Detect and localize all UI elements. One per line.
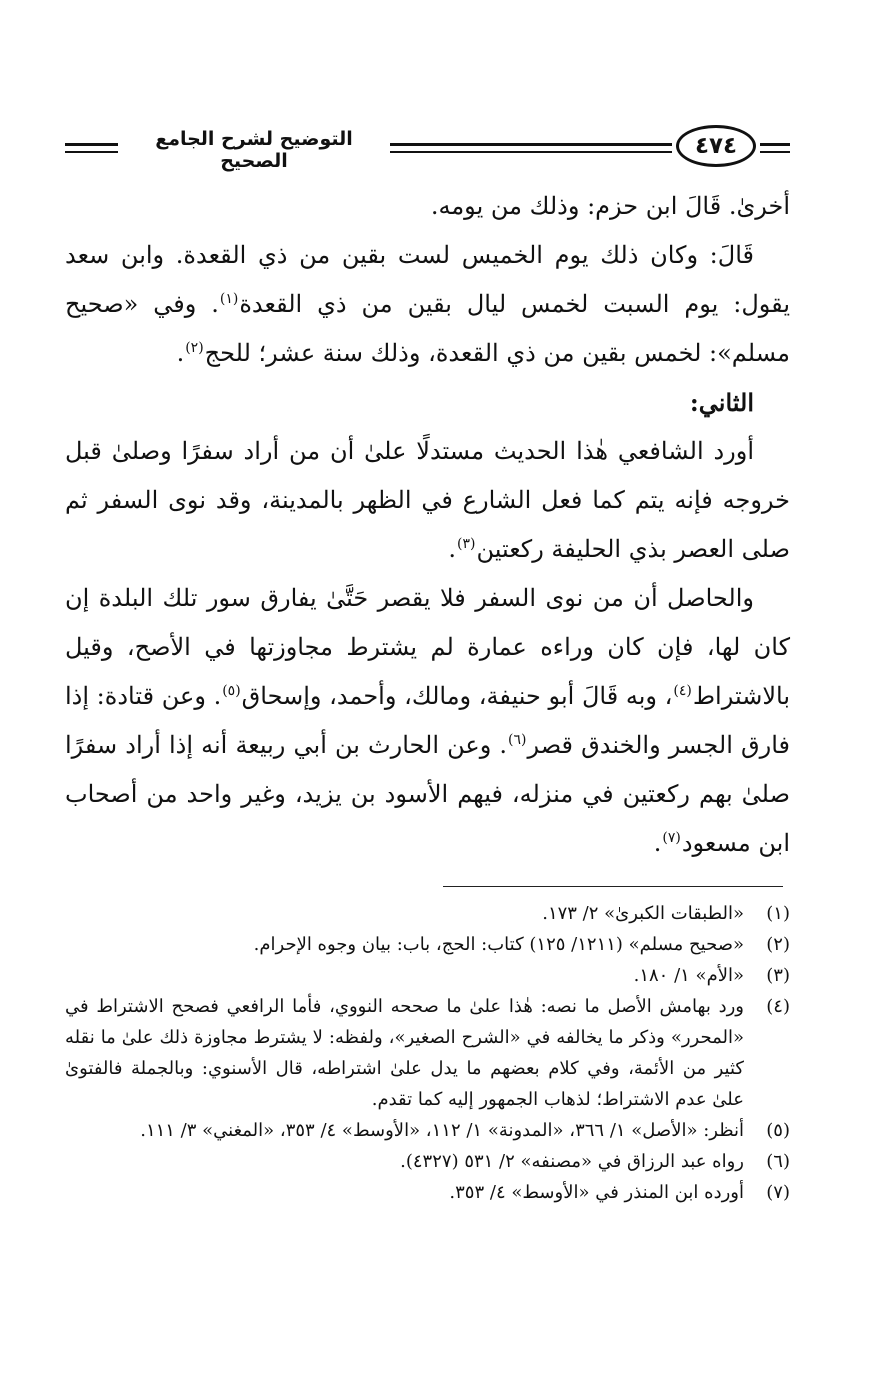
- paragraph-4-text-a: والحاصل أن من نوى السفر فلا يقصر حَتَّىٰ يفارق سور تلك البلدة إن كان لها، فإن كان وراءه عمارة لم يشترط مجاوزتها في الأصح، وقيل بالاشتراط: [65, 584, 790, 710]
- footnote-text: أورده ابن المنذر في «الأوسط» ٤/ ٣٥٣.: [449, 1182, 744, 1203]
- footnote-text: رواه عبد الرزاق في «مصنفه» ٢/ ٥٣١ (٤٣٢٧).: [400, 1151, 744, 1172]
- footnote-ref-7[interactable]: (٧): [662, 830, 681, 846]
- footnote-6: [65, 1146, 790, 1177]
- header-rule-right: [760, 143, 790, 153]
- paragraph-4-text-c: . وعن قتادة: إذا فارق الجسر والخندق قصر: [65, 682, 790, 759]
- paragraph-4-text-b: ، وبه قَالَ أبو حنيفة، ومالك، وأحمد، وإسحاق: [241, 682, 673, 710]
- paragraph-3-text-b: .: [448, 535, 456, 563]
- footnote-ref-1[interactable]: (١): [219, 291, 239, 307]
- main-text: [65, 182, 790, 868]
- footnotes: [65, 898, 790, 1208]
- footnote-text: أنظر: «الأصل» ١/ ٣٦٦، «المدونة» ١/ ١١٢، «الأوسط» ٤/ ٣٥٣، «المغني» ٣/ ١١١.: [140, 1120, 744, 1141]
- footnote-2: [65, 929, 790, 960]
- footnote-text: ورد بهامش الأصل ما نصه: هٰذا علىٰ ما صححه النووي، فأما الرافعي فصحح الاشتراط في «المحرر» وذكر ما يخالفه في «الشرح الصغير»، ولفظه: لا يشترط مجاوزة ذلك علىٰ ما نقله كثير من الأئمة، وفي كلام بعضهم ما يدل علىٰ اشتراطه، قال الأسنوي: وبالجملة فالفتوىٰ علىٰ عدم الاشتراط؛ لذهاب الجمهور إليه كما تقدم.: [65, 996, 744, 1110]
- footnote-number: (٢): [766, 934, 790, 955]
- paragraph-3: [65, 427, 790, 574]
- running-title: التوضيح لشرح الجامع الصحيح: [155, 128, 353, 172]
- footnote-text: «صحيح مسلم» (١٢١١/ ١٢٥) كتاب: الحج، باب: بيان وجوه الإحرام.: [253, 934, 744, 955]
- paragraph-4-text-e: .: [653, 829, 662, 857]
- paragraph-4: [65, 574, 790, 868]
- header-rule-middle: [390, 143, 672, 153]
- footnote-number: (١): [766, 903, 790, 924]
- footnote-number: (٣): [766, 965, 790, 986]
- footnote-7: [65, 1177, 790, 1208]
- footnote-number: (٥): [766, 1120, 790, 1141]
- footnote-number: (٧): [766, 1182, 790, 1203]
- section-heading: الثاني:: [689, 388, 754, 417]
- footnote-ref-4[interactable]: (٤): [673, 683, 692, 699]
- footnote-text: «الطبقات الكبرىٰ» ٢/ ١٧٣.: [542, 903, 744, 924]
- footnote-ref-2[interactable]: (٢): [185, 340, 204, 356]
- paragraph-3-text-a: أورد الشافعي هٰذا الحديث مستدلًا علىٰ أن من أراد سفرًا وصلىٰ قبل خروجه فإنه يتم كما فعل الشارع في الظهر بالمدينة، وقد نوى السفر ثم صلى العصر بذي الحليفة ركعتين: [65, 437, 790, 563]
- paragraph-2-text-b: . وفي «صحيح مسلم»: لخمس بقين من ذي القعدة، وذلك سنة عشر؛ للحج: [65, 290, 790, 367]
- footnote-ref-3[interactable]: (٣): [456, 536, 476, 552]
- paragraph-1: [65, 182, 790, 231]
- paragraph-2-text-a: قَالَ: وكان ذلك يوم الخميس لست بقين من ذي القعدة. وابن سعد يقول: يوم السبت لخمس ليال بقين من ذي القعدة: [65, 241, 790, 318]
- footnote-3: [65, 960, 790, 991]
- footnote-5: [65, 1115, 790, 1146]
- header-rule-left: [65, 143, 118, 153]
- paragraph-1-text: أخرىٰ. قَالَ ابن حزم: وذلك من يومه.: [430, 192, 790, 220]
- footnote-ref-6[interactable]: (٦): [508, 732, 527, 748]
- paragraph-2-text-c: .: [176, 339, 185, 367]
- footnote-1: [65, 898, 790, 929]
- footnote-ref-5[interactable]: (٥): [222, 683, 241, 699]
- paragraph-2: [65, 231, 790, 378]
- page-number: ٤٧٤: [676, 125, 756, 167]
- footnote-4: [65, 991, 790, 1115]
- footnote-number: (٤): [766, 996, 790, 1017]
- footnote-number: (٦): [766, 1151, 790, 1172]
- footnote-separator: [443, 886, 783, 887]
- paragraph-4-text-d: . وعن الحارث بن أبي ربيعة أنه إذا أراد سفرًا صلىٰ بهم ركعتين في منزله، فيهم الأسود بن يزيد، وغير واحد من أصحاب ابن مسعود: [65, 731, 790, 857]
- footnote-text: «الأم» ١/ ١٨٠.: [633, 965, 744, 986]
